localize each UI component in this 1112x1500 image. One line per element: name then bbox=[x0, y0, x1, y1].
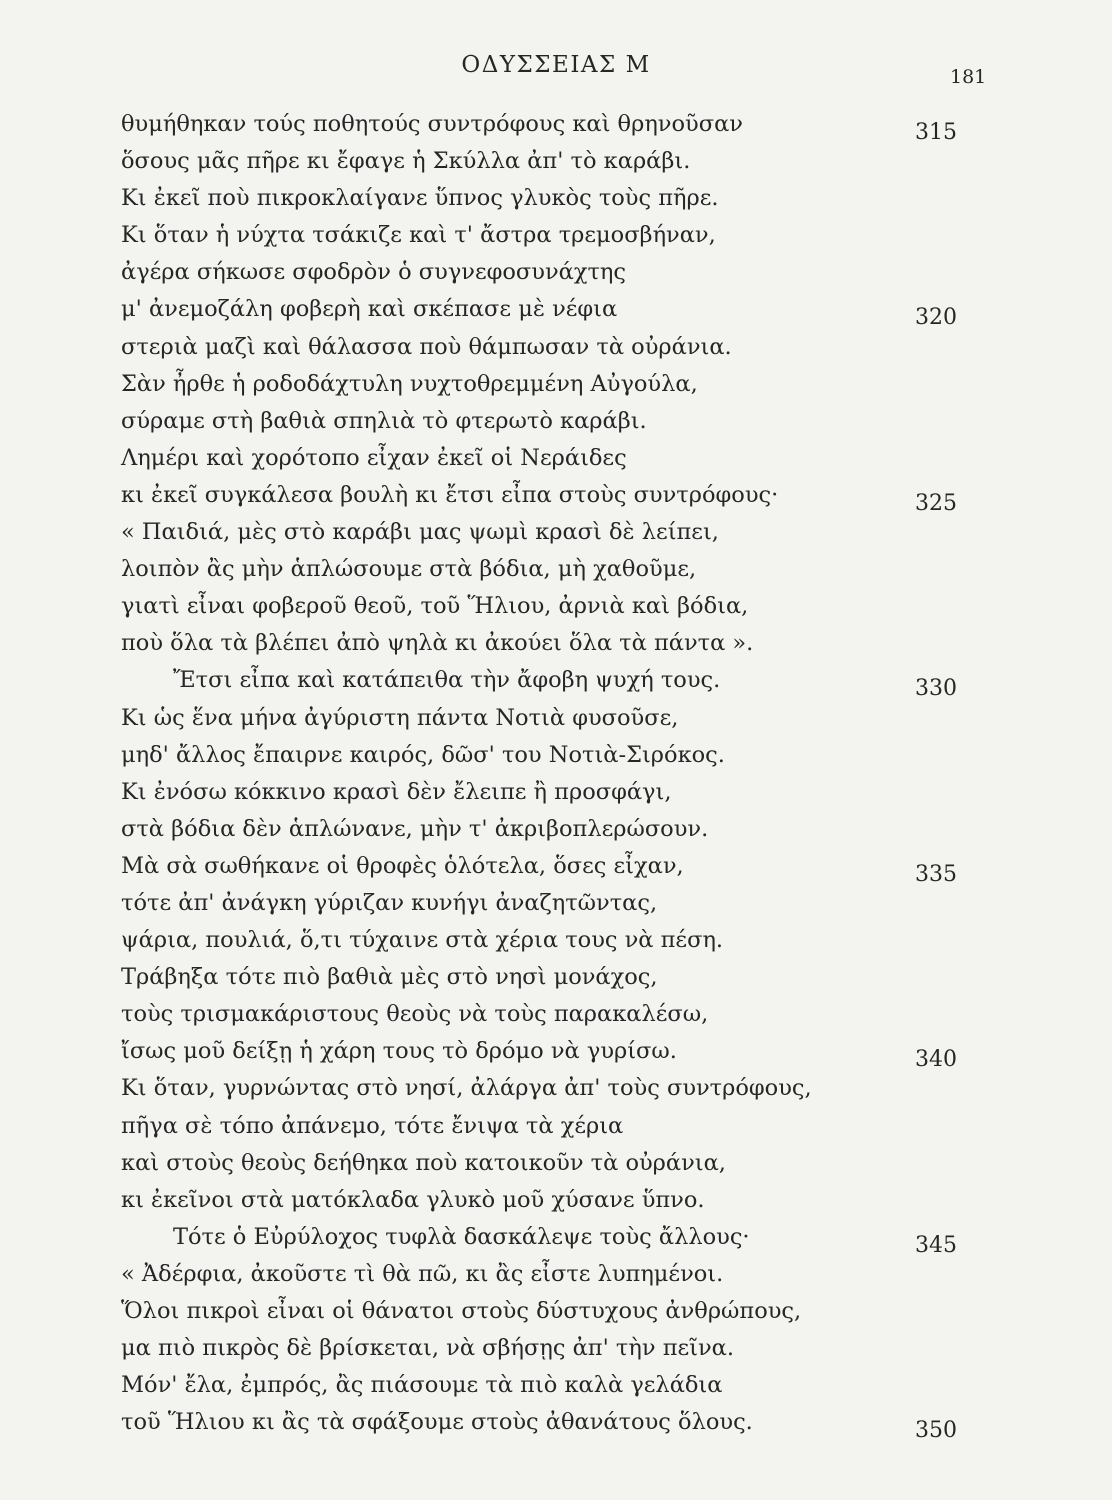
line-number: 340 bbox=[915, 1047, 957, 1073]
verse-text: Κι ἐνόσω κόκκινο κρασὶ δὲν ἔλειπε ἢ προσφάγι, bbox=[121, 778, 672, 805]
verse-text: μηδ' ἄλλος ἔπαιρνε καιρός, δῶσ' του Νοτιὰ-Σιρόκος. bbox=[121, 741, 725, 768]
verse-text: ψάρια, πουλιά, ὅ,τι τύχαινε στὰ χέρια τους νὰ πέση. bbox=[121, 927, 724, 954]
verse-text: ἴσως μοῦ δείξῃ ἡ χάρη τους τὸ δρόμο νὰ γυρίσω. bbox=[121, 1038, 677, 1065]
verse-line bbox=[0, 403, 1112, 440]
verse-line bbox=[0, 1182, 1112, 1219]
verse-line bbox=[0, 625, 1112, 662]
line-number: 330 bbox=[915, 676, 957, 702]
verse-line bbox=[0, 885, 1112, 922]
verse-line bbox=[0, 959, 1112, 996]
line-number: 350 bbox=[915, 1418, 957, 1444]
verse-line bbox=[0, 254, 1112, 291]
verse-line bbox=[0, 366, 1112, 403]
line-number: 320 bbox=[915, 305, 957, 331]
verse-text: Σὰν ἦρθε ἡ ροδοδάχτυλη νυχτοθρεμμένη Αὐγούλα, bbox=[121, 370, 698, 397]
verse-text: στεριὰ μαζὶ καὶ θάλασσα ποὺ θάμπωσαν τὰ οὐράνια. bbox=[121, 333, 732, 360]
verse-text: γιατὶ εἶναι φοβεροῦ θεοῦ, τοῦ Ἥλιου, ἀρνιὰ καὶ βόδια, bbox=[121, 593, 749, 620]
verse-text: « Ἀδέρφια, ἀκοῦστε τὶ θὰ πῶ, κι ἂς εἶστε λυπημένοι. bbox=[121, 1260, 724, 1287]
verse-text: καὶ στοὺς θεοὺς δεήθηκα ποὺ κατοικοῦν τὰ οὐράνια, bbox=[121, 1149, 726, 1176]
verse-line bbox=[0, 1404, 1112, 1444]
verse-line bbox=[0, 1070, 1112, 1107]
verse-line bbox=[0, 1256, 1112, 1293]
verse-text: Κι ὅταν ἡ νύχτα τσάκιζε καὶ τ' ἄστρα τρεμοσβήναν, bbox=[121, 222, 716, 249]
verse-text: Μόν' ἔλα, ἐμπρός, ἂς πιάσουμε τὰ πιὸ καλὰ γελάδια bbox=[121, 1372, 723, 1399]
verse-text: τοῦ Ἥλιου κι ἂς τὰ σφάξουμε στοὺς ἀθανάτους ὅλους. bbox=[121, 1409, 753, 1436]
verse-text: μ' ἀνεμοζάλη φοβερὴ καὶ σκέπασε μὲ νέφια bbox=[121, 296, 618, 323]
verse-line bbox=[0, 1033, 1112, 1073]
verse-line bbox=[0, 848, 1112, 885]
verse-line bbox=[0, 662, 1112, 702]
verse-line bbox=[0, 774, 1112, 811]
verse-text: σύραμε στὴ βαθιὰ σπηλιὰ τὸ φτερωτὸ καράβι. bbox=[121, 407, 647, 434]
verse-text: Κι ἐκεῖ ποὺ πικροκλαίγανε ὕπνος γλυκὸς τοὺς πῆρε. bbox=[121, 185, 719, 212]
line-number: 345 bbox=[915, 1232, 957, 1258]
verse-text: μα πιὸ πικρὸς δὲ βρίσκεται, νὰ σβήσῃς ἀπ' τὴν πεῖνα. bbox=[121, 1335, 734, 1362]
verse-line bbox=[0, 996, 1112, 1033]
verse-text: λοιπὸν ἂς μὴν ἁπλώσουμε στὰ βόδια, μὴ χαθοῦμε, bbox=[121, 556, 697, 583]
verse-line bbox=[0, 1367, 1112, 1404]
verse-text: ποὺ ὅλα τὰ βλέπει ἀπὸ ψηλὰ κι ἀκούει ὅλα τὰ πάντα ». bbox=[121, 630, 754, 657]
line-number: 335 bbox=[915, 861, 957, 887]
verse-text: Κι ὅταν, γυρνώντας στὸ νησί, ἀλάργα ἀπ' τοὺς συντρόφους, bbox=[121, 1075, 812, 1102]
verse-text: Λημέρι καὶ χορότοπο εἶχαν ἐκεῖ οἱ Νεράιδες bbox=[121, 444, 627, 471]
verse-block bbox=[0, 106, 1112, 1444]
verse-line bbox=[0, 143, 1112, 180]
verse-line bbox=[0, 1293, 1112, 1330]
verse-text: Κι ὡς ἕνα μήνα ἀγύριστη πάντα Νοτιὰ φυσοῦσε, bbox=[121, 704, 679, 731]
verse-line bbox=[0, 440, 1112, 477]
verse-text: στὰ βόδια δὲν ἁπλώνανε, μὴν τ' ἀκριβοπλερώσουν. bbox=[121, 815, 709, 842]
verse-text: κι ἐκεῖνοι στὰ ματόκλαδα γλυκὸ μοῦ χύσανε ὕπνο. bbox=[121, 1186, 705, 1213]
verse-text: τοὺς τρισμακάριστους θεοὺς νὰ τοὺς παρακαλέσω, bbox=[121, 1001, 709, 1028]
verse-line bbox=[0, 1108, 1112, 1145]
verse-line bbox=[0, 329, 1112, 366]
verse-line bbox=[0, 588, 1112, 625]
verse-line bbox=[0, 217, 1112, 254]
verse-text: Μὰ σὰ σωθήκανε οἱ θροφὲς ὁλότελα, ὅσες εἶχαν, bbox=[121, 852, 684, 879]
verse-line bbox=[0, 1330, 1112, 1367]
verse-line bbox=[0, 1145, 1112, 1182]
verse-line bbox=[0, 106, 1112, 143]
verse-text: ἀγέρα σήκωσε σφοδρὸν ὁ συγνεφοσυνάχτης bbox=[121, 259, 626, 286]
verse-line bbox=[0, 922, 1112, 959]
line-number: 315 bbox=[915, 120, 957, 145]
verse-text: Τράβηξα τότε πιὸ βαθιὰ μὲς στὸ νησὶ μονάχος, bbox=[121, 964, 658, 991]
verse-text: Τότε ὁ Εὐρύλοχος τυφλὰ δασκάλεψε τοὺς ἄλλους· bbox=[173, 1223, 750, 1250]
verse-line bbox=[0, 700, 1112, 737]
verse-text: θυμήθηκαν τούς ποθητούς συντρόφους καὶ θρηνοῦσαν bbox=[121, 111, 743, 137]
page-number: 181 bbox=[950, 66, 987, 88]
line-number: 325 bbox=[915, 490, 957, 516]
verse-line bbox=[0, 551, 1112, 588]
verse-line bbox=[0, 477, 1112, 514]
verse-text: Ὅλοι πικροὶ εἶναι οἱ θάνατοι στοὺς δύστυχους ἀνθρώπους, bbox=[121, 1298, 802, 1324]
verse-text: ὅσους μᾶς πῆρε κι ἔφαγε ἡ Σκύλλα ἀπ' τὸ καράβι. bbox=[121, 148, 691, 175]
verse-text: τότε ἀπ' ἀνάγκη γύριζαν κυνήγι ἀναζητῶντας, bbox=[121, 889, 658, 916]
verse-line bbox=[0, 291, 1112, 331]
verse-line bbox=[0, 811, 1112, 848]
verse-line bbox=[0, 1219, 1112, 1256]
verse-text: Ἔτσι εἶπα καὶ κατάπειθα τὴν ἄφοβη ψυχή τους. bbox=[173, 667, 721, 694]
verse-text: « Παιδιά, μὲς στὸ καράβι μας ψωμὶ κρασὶ δὲ λείπει, bbox=[121, 519, 719, 546]
verse-line bbox=[0, 514, 1112, 551]
verse-line bbox=[0, 180, 1112, 217]
running-head: ΟΔΥΣΣΕΙΑΣ Μ bbox=[461, 52, 651, 78]
verse-text: κι ἐκεῖ συγκάλεσα βουλὴ κι ἔτσι εἶπα στοὺς συντρόφους· bbox=[121, 481, 779, 508]
verse-text: πῆγα σὲ τόπο ἀπάνεμο, τότε ἔνιψα τὰ χέρια bbox=[121, 1112, 624, 1139]
verse-line bbox=[0, 737, 1112, 774]
